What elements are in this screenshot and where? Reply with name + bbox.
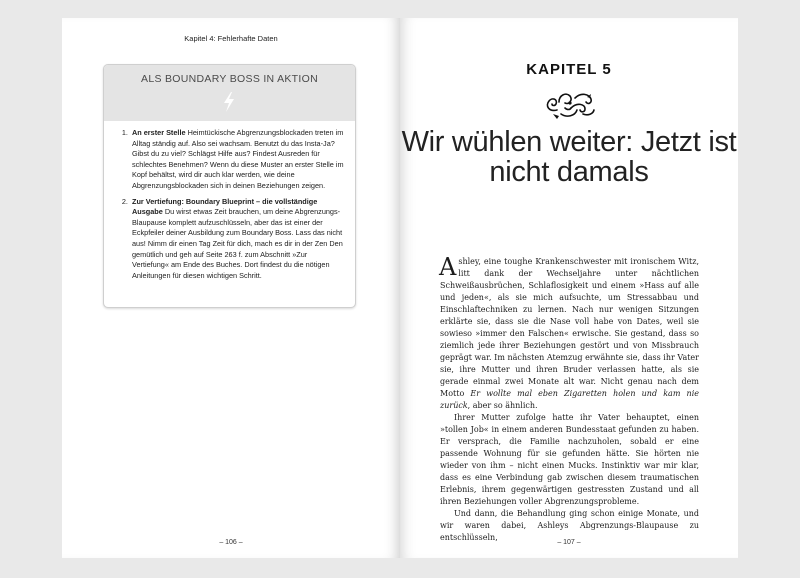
paragraph-italic: Er wollte mal eben Zigaretten holen und kam nie zurück	[440, 389, 700, 410]
chapter-label: KAPITEL 5	[526, 61, 612, 78]
drop-cap: A	[439, 253, 457, 281]
action-box	[103, 64, 356, 308]
paragraph-text: , aber so ähnlich.	[467, 401, 538, 410]
action-box-header	[104, 65, 355, 121]
paragraph: Und dann, die Behandlung ging schon einige Monate, und wir waren dabei, Ashleys Abgrenzungs-Blaupause zu entschlüsseln,	[440, 509, 699, 542]
list-item-text: Du wirst etwas Zeit brauchen, um deine Abgrenzungs-Blaupause komplett aufzuschlüsseln, aber das ist einer der Eckpfeiler deiner Ausbildung zum Boundary Boss. Lass das nicht aus! Nimm dir einen Tag Zeit für dich, mach es dir in der Zen Den gemütlich und geh auf Seite 263 f. zum Abschnitt »Zur Vertiefung« am Ende des Buches. Dort findest du die nötigen Anleitungen für diesen wichtigen Schritt.	[132, 207, 343, 280]
right-page	[400, 18, 738, 558]
running-head: Kapitel 4: Fehlerhafte Daten	[184, 34, 278, 43]
paragraph	[439, 253, 700, 412]
list-item	[130, 197, 345, 282]
body-text	[439, 253, 700, 544]
left-page	[62, 18, 400, 558]
page-number-left: – 106 –	[219, 539, 243, 546]
chapter-title: Wir wühlen weiter: Jetzt ist nicht damals	[401, 126, 737, 188]
list-item-text: Heimtückische Abgrenzungsblockaden treten im Alltag ständig auf. Also sei wachsam. Benutzt du das Insta-Ja? Gibst du zu viel? Schlägst Hilfe aus? Findest Ausreden für schlechtes Benehmen? Wenn du diese Muster an erster Stelle im Kopf behältst, wird dir auch klar werden, wie deine Abgrenzungsblockaden sich in deinen Beziehungen zeigen.	[132, 128, 344, 190]
action-list	[104, 121, 355, 281]
paragraph-text: shley, eine toughe Krankenschwester mit ironischem Witz, litt dank der Wechseljahre unter nächtlichen Schweißausbrüchen, Schlaflosigkeit und einem »Hass auf alle und jeden«, als sie mich aufsuchte, um Stressabbau und Einschlaftechniken zu lernen. Nach nur wenigen Sitzungen erklärte sie, dass sie die Nase voll habe von Dates, weil sie sowieso »immer den Falschen« erwische. Sie gestand, dass so ziemlich jede ihrer Beziehungen gestört und von Missbrauch geprägt war. Im nächsten Atemzug erwähnte sie, dass ihr Vater sie, ihre Mutter und ihren Bruder verlassen hatte, als sie gerade einmal zwei Monate alt war. Nicht genau nach dem Motto	[440, 257, 699, 398]
list-item-heading: Zur Vertiefung: Boundary Blueprint – die vollständige Ausgabe	[132, 196, 318, 217]
ornament-icon	[543, 88, 597, 122]
list-item-heading: An erster Stelle	[132, 128, 186, 137]
paragraph: Ihrer Mutter zufolge hatte ihr Vater behauptet, einen »tollen Job« in einem anderen Bundesstaat gefunden zu haben. Er versprach, die Familie nachzuholen, sobald er eine passende Wohnung für sie gefunden hätte. Sie hörten nie wieder von ihm – nicht einen Mucks. Instinktiv war mir klar, dass es eine Verbindung gab zwischen diesem traumatischen Erlebnis, ihrem gegenwärtigen gestressten Zustand und all ihren Beziehungen voller Abgrenzungsprobleme.	[440, 413, 699, 506]
action-box-title: ALS BOUNDARY BOSS IN AKTION	[141, 73, 318, 85]
page-number-right: – 107 –	[557, 539, 581, 546]
lightning-bolt-icon	[221, 92, 237, 112]
list-item	[130, 128, 345, 192]
